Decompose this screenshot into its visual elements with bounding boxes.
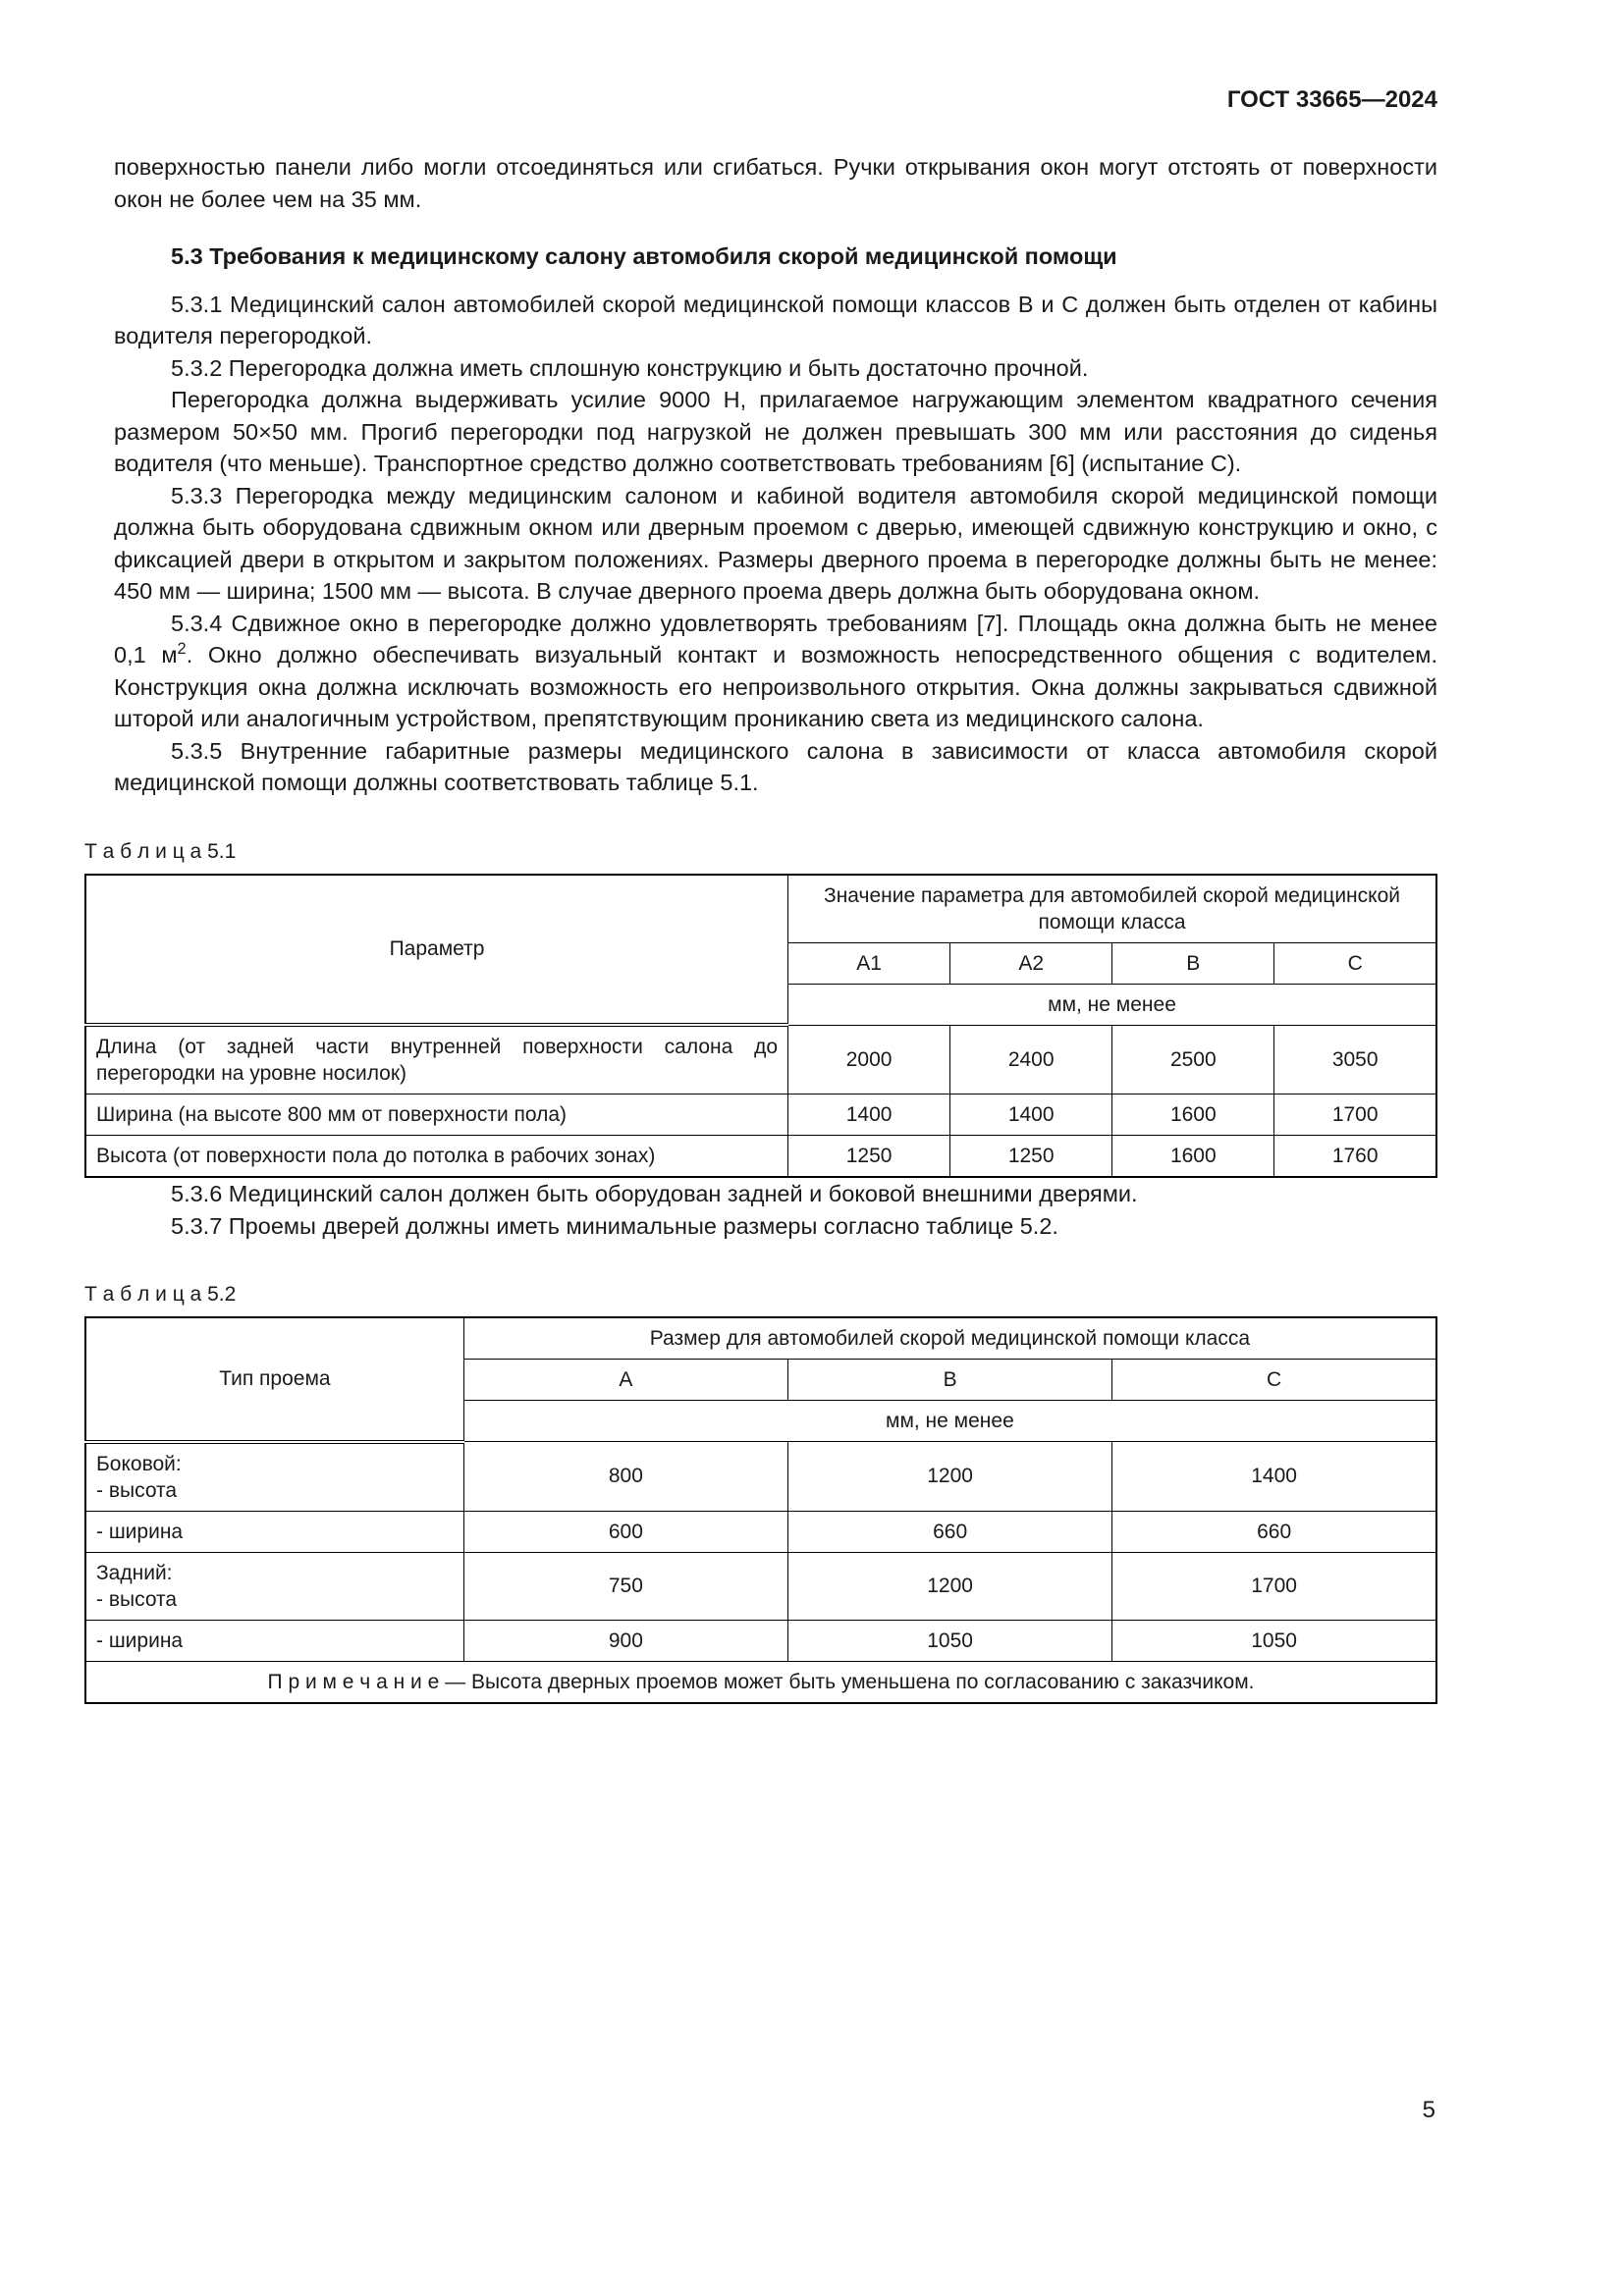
value-cell: 1250 [950, 1136, 1112, 1178]
table1-units-header: мм, не менее [788, 984, 1436, 1025]
table1-class-c: С [1274, 942, 1436, 984]
table2-class-a: А [463, 1360, 787, 1401]
value-cell: 1600 [1112, 1136, 1274, 1178]
value-cell: 900 [463, 1620, 787, 1661]
table2-caption: Т а б л и ц а 5.2 [84, 1283, 237, 1306]
value-cell: 1700 [1112, 1552, 1436, 1620]
opening-type-title: Задний: [96, 1561, 173, 1584]
param-cell [85, 1552, 463, 1620]
table2-units-header: мм, не менее [463, 1401, 1436, 1442]
value-cell: 1250 [788, 1136, 950, 1178]
table1-caption: Т а б л и ц а 5.1 [84, 839, 237, 863]
table1-param-header: Параметр [85, 875, 788, 1026]
value-cell: 1200 [788, 1442, 1112, 1512]
value-cell: 660 [1112, 1511, 1436, 1552]
section-heading: 5.3 Требования к медицинскому салону автомобиля скорой медицинской помощи [171, 243, 1117, 269]
table2-row-rear-width [85, 1620, 1436, 1661]
value-cell: 2400 [950, 1025, 1112, 1095]
table2-header-row-1 [85, 1317, 1436, 1360]
param-cell: Ширина (на высоте 800 мм от поверхности пола) [85, 1095, 788, 1136]
value-cell: 1050 [788, 1620, 1112, 1661]
value-cell: 800 [463, 1442, 787, 1512]
table1-row-height [85, 1136, 1436, 1178]
paragraph-5-3-7: 5.3.7 Проемы дверей должны иметь минимальные размеры согласно таблице 5.2. [171, 1212, 1058, 1239]
superscript-2: 2 [177, 640, 187, 659]
table-5-1 [84, 874, 1437, 1179]
value-cell: 1400 [950, 1095, 1112, 1136]
intro-paragraph: поверхностью панели либо могли отсоединяться или сгибаться. Ручки открывания окон могут отстоять от поверхности окон не более чем на 35 мм. [114, 154, 1437, 212]
table2-row-side-height [85, 1442, 1436, 1512]
value-cell: 660 [788, 1511, 1112, 1552]
param-cell: - ширина [85, 1511, 463, 1552]
paragraph-5-3-5: 5.3.5 Внутренние габаритные размеры медицинского салона в зависимости от класса автомобиля скорой медицинской помощи должны соответствовать таблице 5.1. [114, 737, 1437, 795]
value-cell: 1400 [1112, 1442, 1436, 1512]
value-cell: 1600 [1112, 1095, 1274, 1136]
paragraph-5-3-1: 5.3.1 Медицинский салон автомобилей скорой медицинской помощи классов В и С должен быть отделен от кабины водителя перегородкой. [114, 291, 1437, 348]
opening-sub-label: - высота [96, 1587, 178, 1611]
value-cell: 2500 [1112, 1025, 1274, 1095]
table2-class-b: В [788, 1360, 1112, 1401]
table-note: П р и м е ч а н и е — Высота дверных проемов может быть уменьшена по согласованию с заказчиком. [85, 1661, 1436, 1703]
table2-row-side-width [85, 1511, 1436, 1552]
table1-class-a1: А1 [788, 942, 950, 984]
param-cell: - ширина [85, 1620, 463, 1661]
value-cell: 1760 [1274, 1136, 1436, 1178]
page-number: 5 [1422, 2097, 1435, 2123]
value-cell: 3050 [1274, 1025, 1436, 1095]
paragraph-5-3-2: 5.3.2 Перегородка должна иметь сплошную конструкцию и быть достаточно прочной. [171, 354, 1089, 381]
value-cell: 2000 [788, 1025, 950, 1095]
paragraph-5-3-4-text: 5.3.4 Сдвижное окно в перегородке должно удовлетворять требованиям [7]. Площадь окна должна быть не менее 0,1 м [114, 610, 1437, 667]
param-cell: Длина (от задней части внутренней поверхности салона до перегородки на уровне носилок) [85, 1025, 788, 1095]
table2-row-rear-height [85, 1552, 1436, 1620]
table2-group-header: Размер для автомобилей скорой медицинской помощи класса [463, 1317, 1436, 1360]
table-5-2 [84, 1316, 1437, 1704]
value-cell: 1400 [788, 1095, 950, 1136]
table1-group-header: Значение параметра для автомобилей скорой медицинской помощи класса [788, 875, 1436, 943]
paragraph-5-3-3: 5.3.3 Перегородка между медицинским салоном и кабиной водителя автомобиля скорой медицинской помощи должна быть оборудована сдвижным окном или дверным проемом с дверью, имеющей сдвижную конструкцию и окно, с фиксацией двери в открытом и закрытом положениях. Размеры дверного проема в перегородке должны быть не менее: 450 мм — ширина; 1500 мм — высота. В случае дверного проема дверь должна быть оборудована окном. [114, 482, 1437, 604]
table1-class-a2: А2 [950, 942, 1112, 984]
opening-sub-label: - высота [96, 1478, 178, 1502]
table1-header-row-1 [85, 875, 1436, 943]
value-cell: 1700 [1274, 1095, 1436, 1136]
opening-type-title: Боковой: [96, 1452, 182, 1475]
value-cell: 750 [463, 1552, 787, 1620]
table2-note-row [85, 1661, 1436, 1703]
paragraph-5-3-4-text-after: . Окно должно обеспечивать визуальный контакт и возможность непосредственного общения с водителем. Конструкция окна должна исключать возможность его непроизвольного открытия. Окна должны закрываться сдвижной шторой или аналогичным устройством, препятствующим прониканию света из медицинского салона. [114, 642, 1437, 731]
param-cell: Высота (от поверхности пола до потолка в рабочих зонах) [85, 1136, 788, 1178]
param-cell [85, 1442, 463, 1512]
value-cell: 1200 [788, 1552, 1112, 1620]
doc-number: ГОСТ 33665—2024 [1226, 86, 1437, 113]
paragraph-5-3-6: 5.3.6 Медицинский салон должен быть оборудован задней и боковой внешними дверями. [171, 1181, 1138, 1206]
table2-class-c: С [1112, 1360, 1436, 1401]
table1-row-length [85, 1025, 1436, 1095]
value-cell: 1050 [1112, 1620, 1436, 1661]
paragraph-5-3-2b: Перегородка должна выдерживать усилие 9000 Н, прилагаемое нагружающим элементом квадратного сечения размером 50×50 мм. Прогиб перегородки под нагрузкой не должен превышать 300 мм или расстояния до сиденья водителя (что меньше). Транспортное средство должно соответствовать требованиям [6] (испытание С). [114, 387, 1437, 476]
value-cell: 600 [463, 1511, 787, 1552]
table1-row-width [85, 1095, 1436, 1136]
table1-class-b: В [1112, 942, 1274, 984]
table2-param-header: Тип проема [85, 1317, 463, 1442]
paragraph-5-3-4 [114, 608, 1437, 735]
